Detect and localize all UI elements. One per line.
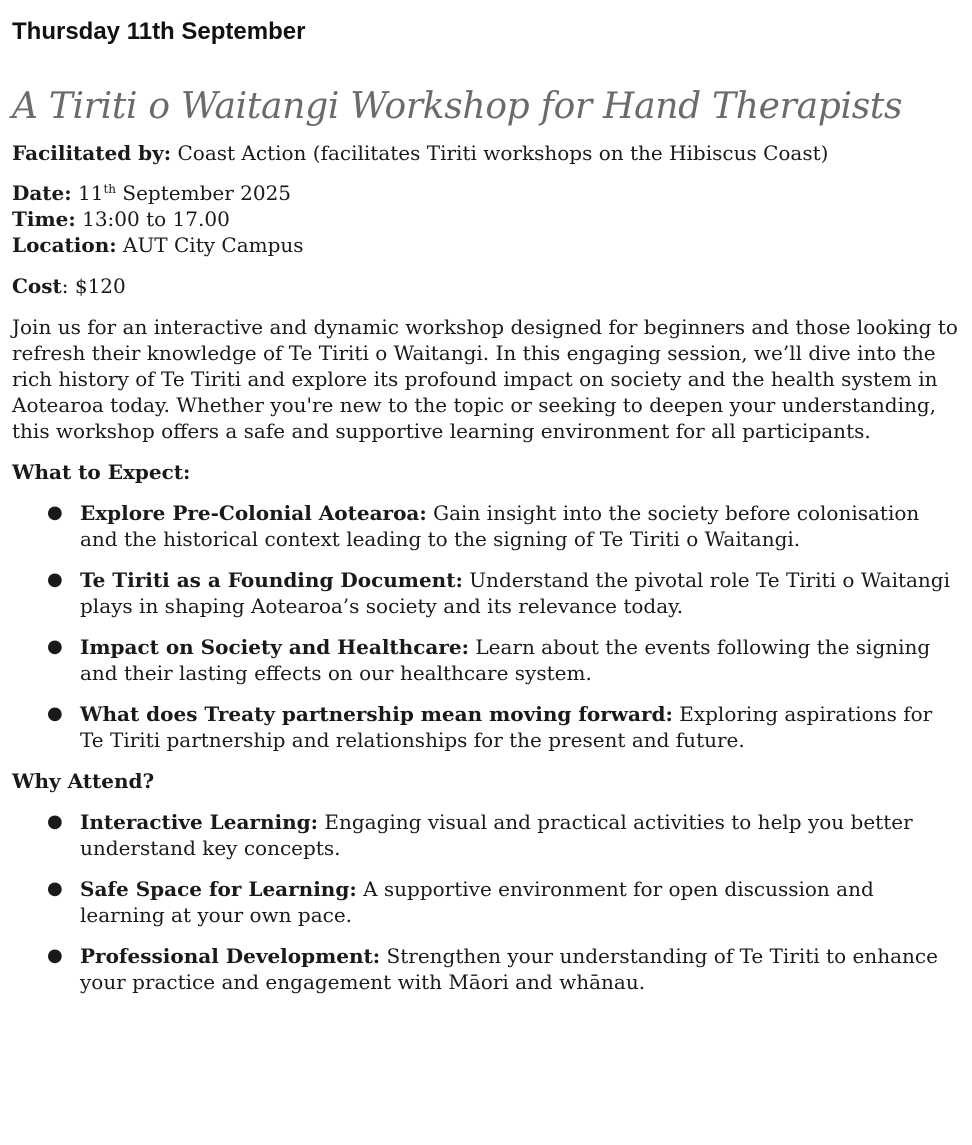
what-to-expect-heading: What to Expect: [12, 460, 191, 484]
time-label: Time: [12, 207, 76, 231]
list-item-text: Learn about the events following the signing and their lasting effects on our healthcare system. [80, 635, 931, 685]
list-item [47, 567, 960, 619]
list-item [47, 634, 960, 686]
bullet-icon: ● [47, 703, 63, 724]
location-value: AUT City Campus [123, 233, 304, 257]
bullet-icon: ● [47, 636, 63, 657]
bullet-icon: ● [47, 878, 63, 899]
list-item [47, 500, 960, 552]
event-title: A Tiriti o Waitangi Workshop for Hand Therapists [12, 86, 903, 127]
bullet-icon: ● [47, 502, 63, 523]
list-item [47, 943, 960, 995]
event-details [12, 180, 960, 258]
time-line [12, 206, 960, 232]
list-item [47, 809, 960, 861]
date-rest: September 2025 [122, 181, 292, 205]
list-item-term: Safe Space for Learning: [80, 877, 357, 901]
date-day: 11 [78, 181, 104, 205]
list-item [47, 876, 960, 928]
list-item-text: Gain insight into the society before colonisation and the historical context leading to the signing of Te Tiriti o Waitangi. [80, 501, 920, 551]
location-line [12, 232, 960, 258]
day-heading: Thursday 11th September [12, 18, 306, 45]
why-attend-heading: Why Attend? [12, 769, 155, 793]
bullet-icon: ● [47, 945, 63, 966]
list-item [47, 701, 960, 753]
bullet-icon: ● [47, 811, 63, 832]
date-label: Date: [12, 181, 72, 205]
list-item-term: Professional Development: [80, 944, 381, 968]
what-to-expect-list [12, 500, 960, 753]
why-attend-list [12, 809, 960, 995]
intro-paragraph: Join us for an interactive and dynamic workshop designed for beginners and those looking to refresh their knowledge of Te Tiriti o Waitangi. In this engaging session, we’ll dive into the rich history of Te Tiriti and explore its profound impact on society and the health system in Aotearoa today. Whether you're new to the topic or seeking to deepen your understanding, this workshop offers a safe and supportive learning environment for all participants. [12, 315, 958, 443]
cost-value: : $120 [61, 274, 126, 298]
list-item-term: Impact on Society and Healthcare: [80, 635, 469, 659]
list-item-term: Te Tiriti as a Founding Document: [80, 568, 463, 592]
facilitated-by-line [12, 140, 960, 166]
date-line [12, 180, 960, 206]
list-item-term: What does Treaty partnership mean moving forward: [80, 702, 673, 726]
list-item-term: Interactive Learning: [80, 810, 319, 834]
list-item-text: Engaging visual and practical activities to help you better understand key concepts. [80, 810, 913, 860]
cost-label: Cost [12, 274, 62, 298]
list-item-text: Understand the pivotal role Te Tiriti o Waitangi plays in shaping Aotearoa’s society and its relevance today. [80, 568, 951, 618]
cost-line [12, 273, 960, 299]
location-label: Location: [12, 233, 117, 257]
facilitated-by-value: Coast Action (facilitates Tiriti workshops on the Hibiscus Coast) [177, 141, 829, 165]
time-value: 13:00 to 17.00 [82, 207, 230, 231]
list-item-text: Strengthen your understanding of Te Tiriti to enhance your practice and engagement with Māori and whānau. [80, 944, 938, 994]
list-item-text: Exploring aspirations for Te Tiriti partnership and relationships for the present and future. [80, 702, 933, 752]
list-item-term: Explore Pre-Colonial Aotearoa: [80, 501, 427, 525]
date-suffix: th [103, 182, 117, 196]
facilitated-by-label: Facilitated by: [12, 141, 172, 165]
bullet-icon: ● [47, 569, 63, 590]
list-item-text: A supportive environment for open discussion and learning at your own pace. [80, 877, 874, 927]
